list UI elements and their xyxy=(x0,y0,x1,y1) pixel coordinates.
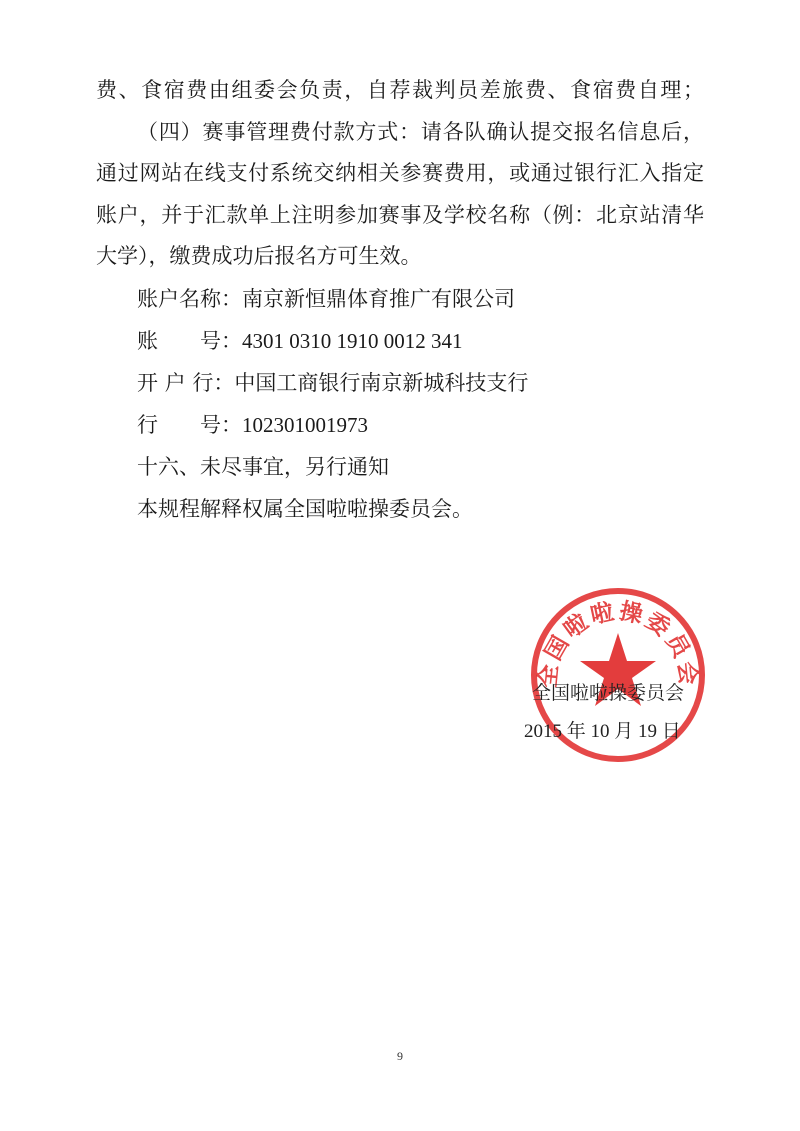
seal-text: 全国啦啦操委员会 xyxy=(535,598,701,689)
account-number-row xyxy=(137,329,463,353)
payment-method-heading: （四）赛事管理费付款方式：请各队确认提交报名信息后， xyxy=(137,120,704,144)
account-name-value: 南京新恒鼎体育推广有限公司 xyxy=(242,287,515,311)
bank-code-value: 102301001973 xyxy=(242,413,368,437)
signature-org: 全国啦啦操委员会 xyxy=(532,683,685,704)
bank-label: 开 户 行： xyxy=(137,371,235,395)
bank-code-label: 行 号： xyxy=(137,413,242,437)
body-line-4: 账户，并于汇款单上注明参加赛事及学校名称（例：北京站清华 xyxy=(96,203,704,227)
account-name-label: 账户名称： xyxy=(137,287,242,311)
body-line-5: 大学），缴费成功后报名方可生效。 xyxy=(96,244,422,268)
body-line-1: 费、食宿费由组委会负责，自荐裁判员差旅费、食宿费自理； xyxy=(96,78,704,102)
account-number-label: 账 号： xyxy=(137,329,242,353)
interpretation-statement: 本规程解释权属全国啦啦操委员会。 xyxy=(137,497,473,521)
account-number-value: 4301 0310 1910 0012 341 xyxy=(242,329,463,353)
page-number: 9 xyxy=(397,1049,403,1063)
signature-date: 2015 年 10 月 19 日 xyxy=(524,721,681,742)
bank-value: 中国工商银行南京新城科技支行 xyxy=(234,371,529,395)
account-name-row xyxy=(137,287,515,311)
section-sixteen: 十六、未尽事宜，另行通知 xyxy=(137,455,389,479)
body-line-3: 通过网站在线支付系统交纳相关参赛费用，或通过银行汇入指定 xyxy=(96,161,704,185)
bank-row xyxy=(137,371,528,395)
bank-code-row xyxy=(137,413,368,437)
